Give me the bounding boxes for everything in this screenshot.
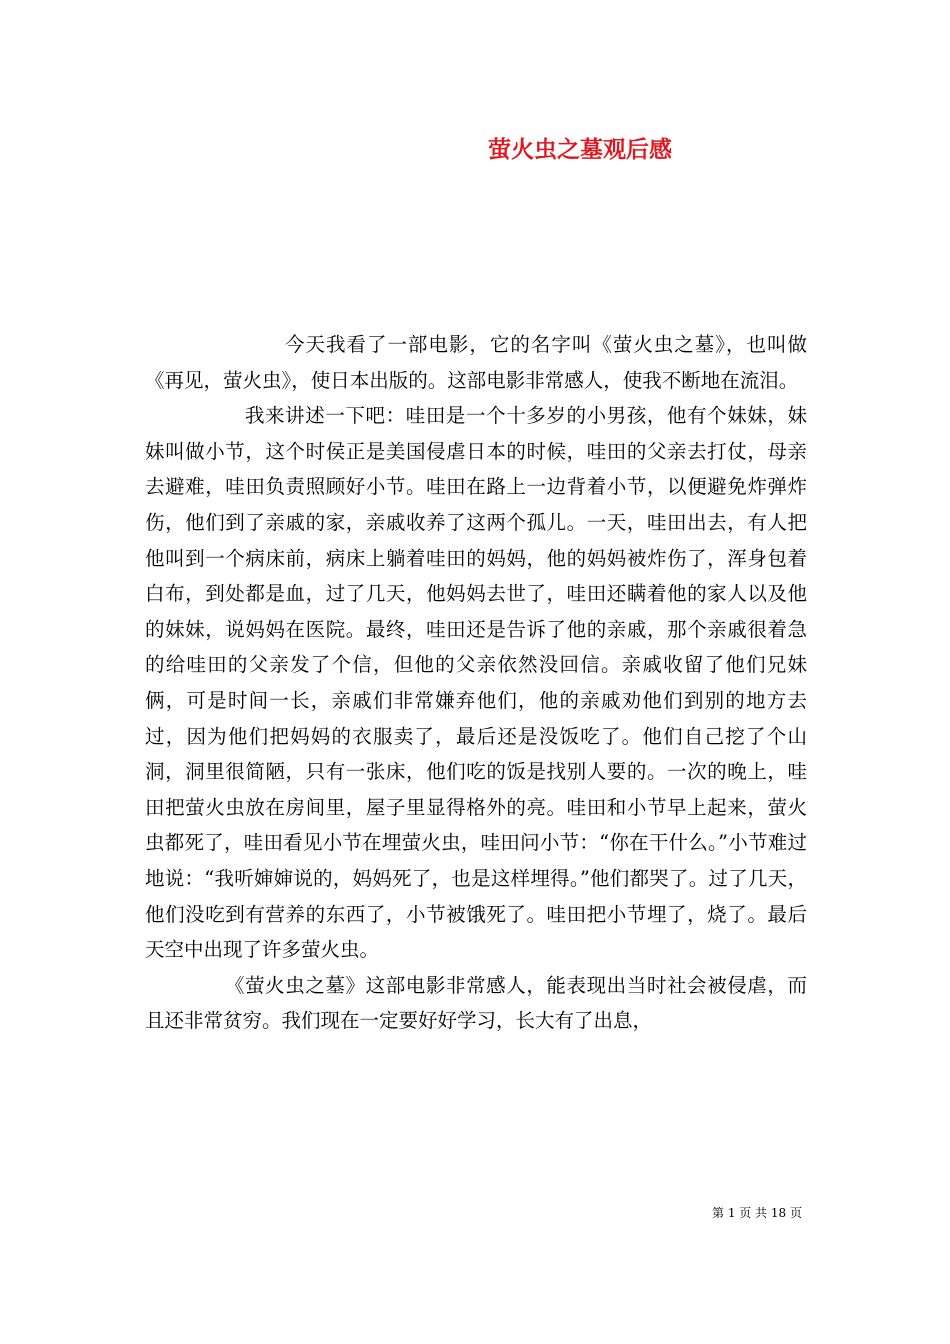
- document-body: [145, 327, 807, 1039]
- paragraph-story: 我来讲述一下吧：哇田是一个十多岁的小男孩，他有个妹妹，妹妹叫做小节，这个时侯正是美国侵虐日本的时候，哇田的父亲去打仗，母亲去避难，哇田负责照顾好小节。哇田在路上一边背着小节，以便避免炸弹炸伤，他们到了亲戚的家，亲戚收养了这两个孤儿。一天，哇田出去，有人把他叫到一个病床前，病床上躺着哇田的妈妈，他的妈妈被炸伤了，浑身包着白布，到处都是血，过了几天，他妈妈去世了，哇田还瞒着他的家人以及他的妹妹，说妈妈在医院。最终，哇田还是告诉了他的亲戚，那个亲戚很着急的给哇田的父亲发了个信，但他的父亲依然没回信。亲戚收留了他们兄妹俩，可是时间一长，亲戚们非常嫌弃他们，他的亲戚劝他们到别的地方去过，因为他们把妈妈的衣服卖了，最后还是没饭吃了。他们自己挖了个山洞，洞里很简陋，只有一张床，他们吃的饭是找别人要的。一次的晚上，哇田把萤火虫放在房间里，屋子里显得格外的亮。哇田和小节早上起来，萤火虫都死了，哇田看见小节在埋萤火虫，哇田问小节：“你在干什么。”小节难过地说：“我听婶婶说的，妈妈死了，也是这样埋得。”他们都哭了。过了几天，他们没吃到有营养的东西了，小节被饿死了。哇田把小节埋了，烧了。最后天空中出现了许多萤火虫。: [145, 404, 807, 962]
- page-number: 第 1 页 共 18 页: [712, 1206, 802, 1220]
- paragraph-reflection: 《萤火虫之墓》这部电影非常感人，能表现出当时社会被侵虐，而且还非常贫穷。我们现在一定要好好学习，长大有了出息，: [145, 973, 807, 1033]
- paragraph-intro: 今天我看了一部电影，它的名字叫《萤火虫之墓》，也叫做《再见，萤火虫》，使日本出版的。这部电影非常感人，使我不断地在流泪。: [145, 333, 807, 392]
- document-title: 萤火虫之墓观后感: [488, 136, 672, 163]
